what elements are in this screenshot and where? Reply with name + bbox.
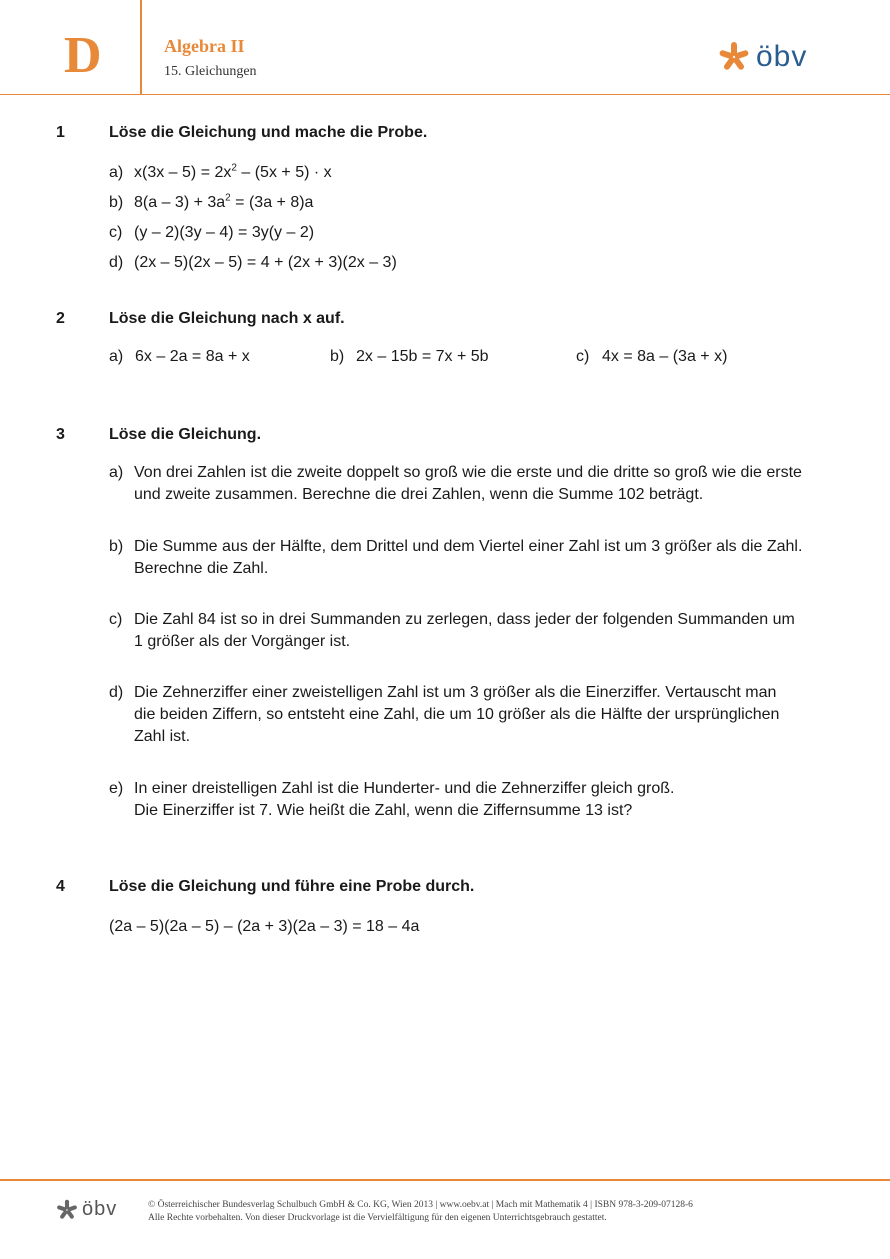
item-label: b) xyxy=(330,348,345,365)
task-number: 4 xyxy=(56,878,65,895)
asterisk-logo-icon xyxy=(718,41,750,73)
task-equation: (2a – 5)(2a – 5) – (2a + 3)(2a – 3) = 18 – 4a xyxy=(109,918,420,935)
logo-wordmark: öbv xyxy=(82,1198,118,1220)
page-title: Algebra II xyxy=(164,36,245,56)
item-label: d) xyxy=(109,684,124,701)
task-number: 3 xyxy=(56,426,65,443)
problem-text: Die Summe aus der Hälfte, dem Drittel und dem Viertel einer Zahl ist um 3 größer als die Zahl. Berechne die Zahl. xyxy=(134,538,803,577)
logo-wordmark: öbv xyxy=(756,40,808,73)
item-equation: 6x – 2a = 8a + x xyxy=(135,348,250,365)
task-item xyxy=(109,346,250,368)
page-header xyxy=(0,0,890,95)
page-subtitle: 15. Gleichungen xyxy=(164,64,257,79)
item-label: b) xyxy=(109,538,124,555)
item-label: e) xyxy=(109,780,124,797)
task-title: Löse die Gleichung nach x auf. xyxy=(109,310,345,327)
item-equation: (2x – 5)(2x – 5) = 4 + (2x + 3)(2x – 3) xyxy=(134,254,397,271)
task-number: 1 xyxy=(56,124,65,141)
item-label: c) xyxy=(109,224,123,241)
item-label: a) xyxy=(109,464,124,481)
copyright-notice: © Österreichischer Bundesverlag Schulbuch GmbH & Co. KG, Wien 2013 | www.oebv.at | Mach mit Mathematik 4 | ISBN 978-3-209-07128-6 Alle Rechte vorbehalten. Von dieser Druckvorlage ist die Vervielfältigung für den eigenen Unterrichtsgebrauch gestattet. xyxy=(148,1200,693,1223)
item-equation: 2x – 15b = 7x + 5b xyxy=(356,348,489,365)
item-equation: 4x = 8a – (3a + x) xyxy=(602,348,728,365)
item-label: b) xyxy=(109,194,124,211)
item-equation: (y – 2)(3y – 4) = 3y(y – 2) xyxy=(134,224,315,241)
task-title: Löse die Gleichung und führe eine Probe durch. xyxy=(109,878,475,895)
item-label: c) xyxy=(109,611,123,628)
task-title: Löse die Gleichung und mache die Probe. xyxy=(109,124,428,141)
item-label: c) xyxy=(576,348,590,365)
task-item xyxy=(576,346,727,368)
publisher-logo xyxy=(718,40,807,74)
item-equation: $8(a - 3) + 3a^2 = (3a + 8)a$ xyxy=(134,192,314,211)
task-title: Löse die Gleichung. xyxy=(109,426,262,443)
problem-text: Die Zehnerziffer einer zweistelligen Zahl ist um 3 größer als die Einerziffer. Vertauscht man die beiden Ziffern, so entsteht eine Zahl, die um 10 größer als die Hälfte der ursprünglichen Zahl ist. xyxy=(134,684,780,745)
problem-text: Die Zahl 84 ist so in drei Summanden zu zerlegen, dass jeder der folgenden Summanden um 1 größer als der Vorgänger ist. xyxy=(134,611,795,650)
header-divider xyxy=(140,0,142,94)
problem-text: Von drei Zahlen ist die zweite doppelt so groß wie die erste und die dritte so groß wie die erste und zweite zusammen. Berechne die drei Zahlen, wenn die Summe 102 beträgt. xyxy=(134,464,802,503)
task-number: 2 xyxy=(56,310,65,327)
section-letter: D xyxy=(64,27,102,84)
footer-divider xyxy=(0,1179,890,1181)
asterisk-logo-icon xyxy=(56,1199,78,1221)
problem-text: In einer dreistelligen Zahl ist die Hunderter- und die Zehnerziffer gleich groß. Die Einerziffer ist 7. Wie heißt die Zahl, wenn die Ziffernsumme 13 ist? xyxy=(134,780,675,819)
task-item xyxy=(330,346,489,368)
item-label: a) xyxy=(109,348,124,365)
item-equation: $x(3x - 5) = 2x^2 - (5x + 5) \cdot x$ xyxy=(134,162,332,181)
item-label: a) xyxy=(109,164,124,181)
item-label: d) xyxy=(109,254,124,271)
footer-logo xyxy=(56,1198,117,1221)
